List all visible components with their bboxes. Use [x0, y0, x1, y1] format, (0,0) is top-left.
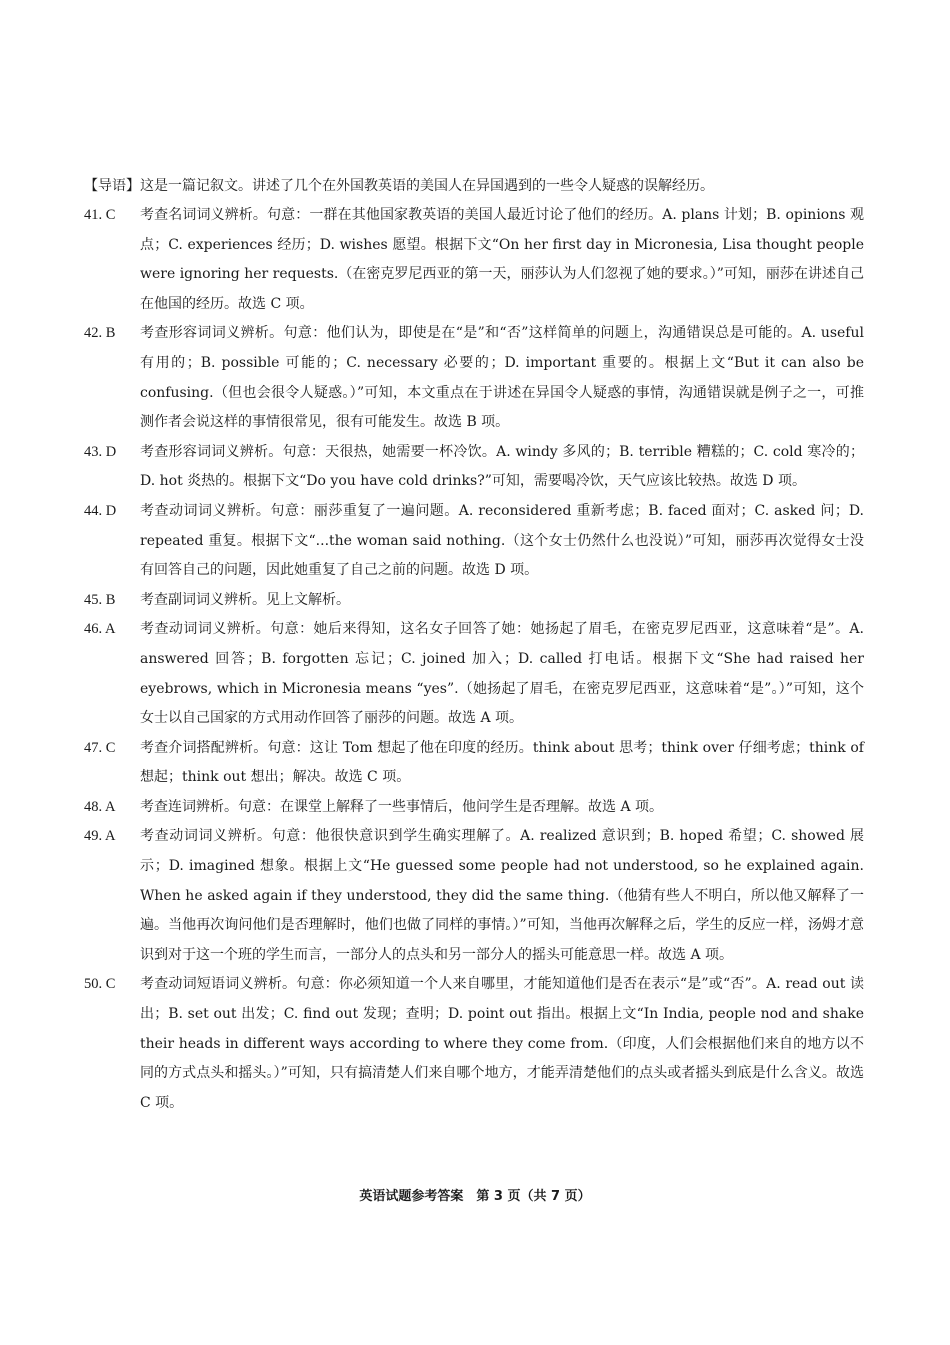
answer-number: 46. A [84, 621, 116, 638]
answer-number: 48. A [84, 798, 116, 815]
answer-item [84, 615, 864, 733]
answer-number: 47. C [84, 739, 116, 756]
answer-number: 44. D [84, 502, 117, 519]
intro-paragraph: 【导语】这是一篇记叙文。讲述了几个在外国教英语的美国人在异国遇到的一些令人疑惑的误解经历。 [84, 178, 714, 194]
answer-item [84, 822, 864, 970]
answer-explanation: 考查动词词义辨析。句意：他很快意识到学生确实理解了。A. realized 意识到；B. hoped 希望；C. showed 展示；D. imagined 想象。根据上文“He guessed some people had not understood, so he explained again. When he asked again if they understood, they did the same thing.（他猜有些人不明白，所以他又解释了一遍。当他再次询问他们是否理解时，他们也做了同样的事情。）”可知，当他再次解释之后，学生的反应一样，汤姆才意识到对于这一个班的学生而言，一部分人的点头和另一部分人的摇头可能意思一样。故选 A 项。 [140, 828, 864, 963]
answer-list [84, 201, 864, 1118]
answer-item [84, 586, 864, 616]
answer-explanation: 考查介词搭配辨析。句意：这让 Tom 想起了他在印度的经历。think about 思考；think over 仔细考虑；think of 想起；think out 想出；解决。故选 C 项。 [140, 739, 864, 786]
answer-content [84, 172, 864, 1118]
answer-item [84, 970, 864, 1118]
answer-number: 41. C [84, 207, 116, 223]
answer-explanation: 考查动词短语词义辨析。句意：你必须知道一个人来自哪里，才能知道他们是否在表示“是”或“否”。A. read out 读出；B. set out 出发；C. find out 发现；查明；D. point out 指出。根据上文“In India, people nod and shake their heads in different ways according to where they come from.（印度，人们会根据他们来自的地方以不同的方式点头和摇头。）”可知，只有搞清楚人们来自哪个地方，才能弄清楚他们的点头或者摇头到底是什么含义。故选 C 项。 [140, 976, 864, 1111]
answer-explanation: 考查动词词义辨析。句意：丽莎重复了一遍问题。A. reconsidered 重新考虑；B. faced 面对；C. asked 问；D. repeated 重复。根据下文“...the woman said nothing.（这个女士仍然什么也没说）”可知，丽莎再次觉得女士没有回答自己的问题，因此她重复了自己之前的问题。故选 D 项。 [140, 502, 864, 579]
answer-explanation: 考查副词词义辨析。见上文解析。 [140, 591, 350, 608]
answer-number: 42. B [84, 325, 116, 342]
page-footer: 英语试题参考答案 第 3 页（共 7 页） [359, 1189, 591, 1204]
answer-explanation: 考查名词词义辨析。句意：一群在其他国家教英语的美国人最近讨论了他们的经历。A. plans 计划；B. opinions 观点；C. experiences 经历；D. wishes 愿望。根据下文“On her first day in Micronesia, Lisa thought people were ignoring her requests.（在密克罗尼西亚的第一天，丽莎认为人们忽视了她的要求。）”可知，丽莎在讲述自己在他国的经历。故选 C 项。 [140, 207, 864, 312]
answer-number: 50. C [84, 976, 116, 993]
answer-explanation: 考查形容词词义辨析。句意：天很热，她需要一杯冷饮。A. windy 多风的；B. terrible 糟糕的；C. cold 寒冷的；D. hot 炎热的。根据下文“Do you have cold drinks?”可知，需要喝冷饮，天气应该比较热。故选 D 项。 [140, 443, 864, 490]
answer-item [84, 497, 864, 586]
answer-item [84, 319, 864, 437]
answer-number: 43. D [84, 443, 117, 460]
answer-item [84, 734, 864, 793]
answer-number: 49. A [84, 828, 116, 845]
answer-explanation: 考查连词辨析。句意：在课堂上解释了一些事情后，他问学生是否理解。故选 A 项。 [140, 798, 664, 815]
answer-item [84, 438, 864, 497]
answer-item [84, 793, 864, 823]
answer-explanation: 考查动词词义辨析。句意：她后来得知，这名女子回答了她：她扬起了眉毛，在密克罗尼西亚，这意味着“是”。A. answered 回答；B. forgotten 忘记；C. joined 加入；D. called 打电话。根据下文“She had raised her eyebrows, which in Micronesia means “yes”.（她扬起了眉毛，在密克罗尼西亚，这意味着“是”。）”可知，这个女士以自己国家的方式用动作回答了丽莎的问题。故选 A 项。 [140, 621, 864, 727]
answer-number: 45. B [84, 591, 116, 608]
answer-item [84, 201, 864, 319]
answer-explanation: 考查形容词词义辨析。句意：他们认为，即使是在“是”和“否”这样简单的问题上，沟通错误总是可能的。A. useful 有用的；B. possible 可能的；C. necessary 必要的；D. important 重要的。根据上文“But it can also be confusing.（但也会很令人疑惑。）”可知，本文重点在于讲述在异国令人疑惑的事情，沟通错误就是例子之一，可推测作者会说这样的事情很常见，很有可能发生。故选 B 项。 [140, 325, 864, 431]
